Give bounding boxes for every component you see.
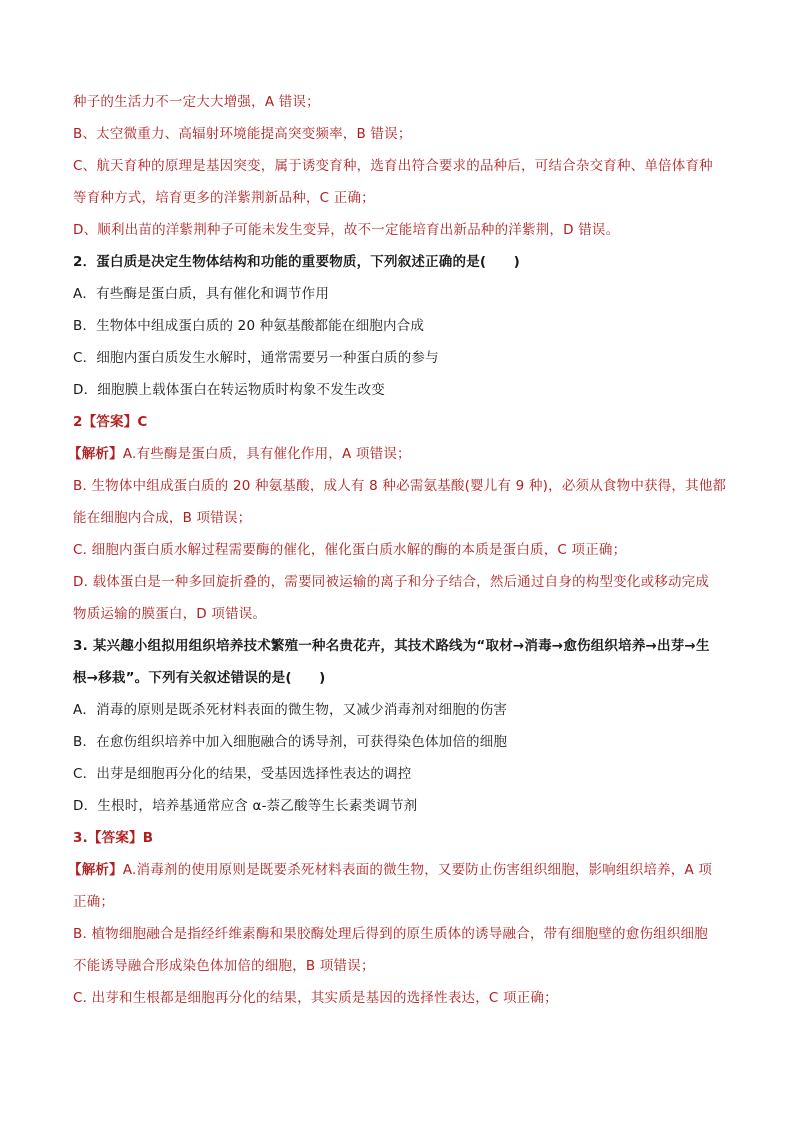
q3-stem-line2: 根→移栽”。下列有关叙述错误的是( ) (73, 670, 326, 686)
q3-option-d: D．生根时，培养基通常应含 α-萘乙酸等生长素类调节剂 (73, 798, 418, 814)
q2-option-c: C．细胞内蛋白质发生水解时，通常需要另一种蛋白质的参与 (73, 350, 439, 366)
q2-analysis-a: 【解析】A.有些酶是蛋白质，具有催化作用，A 项错误； (68, 446, 411, 462)
q2-analysis-b-line2: 能在细胞内合成，B 项错误； (73, 510, 252, 526)
q3-option-a: A．消毒的原则是既杀死材料表面的微生物，又减少消毒剂对细胞的伤害 (73, 702, 508, 718)
q1-expl-option-d: D、顺利出苗的洋紫荆种子可能未发生变异，故不一定能培育出新品种的洋紫荆，D 错误。 (73, 222, 620, 238)
q3-answer: 3.【答案】B (73, 830, 154, 846)
q2-stem: 2．蛋白质是决定生物体结构和功能的重要物质，下列叙述正确的是( ) (73, 254, 521, 270)
q2-answer: 2【答案】C (73, 414, 148, 430)
q3-analysis-b-line1: B. 植物细胞融合是指经纤维素酶和果胶酶处理后得到的原生质体的诱导融合，带有细胞壁的愈伤组织细胞 (73, 926, 708, 942)
q2-analysis-d-line2: 物质运输的膜蛋白，D 项错误。 (73, 606, 267, 622)
q2-option-b: B．生物体中组成蛋白质的 20 种氨基酸都能在细胞内合成 (73, 318, 425, 334)
q1-expl-option-c-line1: C、航天育种的原理是基因突变，属于诱变育种，选育出符合要求的品种后，可结合杂交育种、单倍体育种 (73, 158, 713, 174)
q2-analysis-b-line1: B. 生物体中组成蛋白质的 20 种氨基酸，成人有 8 种必需氨基酸(婴儿有 9 种)，必须从食物中获得，其他都 (73, 478, 727, 494)
q3-stem-line1: 3. 某兴趣小组拟用组织培养技术繁殖一种名贵花卉，其技术路线为“取材→消毒→愈伤组织培养→出芽→生 (73, 638, 710, 654)
q1-expl-option-c-line2: 等育种方式，培育更多的洋紫荆新品种，C 正确； (73, 190, 375, 206)
q3-analysis-b-line2: 不能诱导融合形成染色体加倍的细胞，B 项错误； (73, 958, 375, 974)
q1-expl-option-b: B、太空微重力、高辐射环境能提高突变频率，B 错误； (73, 126, 412, 142)
q2-option-a: A．有些酶是蛋白质，具有催化和调节作用 (73, 286, 330, 302)
q3-option-c: C．出芽是细胞再分化的结果，受基因选择性表达的调控 (73, 766, 412, 782)
q2-analysis-c: C. 细胞内蛋白质水解过程需要酶的催化，催化蛋白质水解的酶的本质是蛋白质，C 项正确； (73, 542, 627, 558)
q1-expl-line1: 种子的生活力不一定大大增强，A 错误； (73, 94, 320, 110)
q2-option-d: D．细胞膜上载体蛋白在转运物质时构象不发生改变 (73, 382, 385, 398)
q3-analysis-a-line2: 正确； (73, 894, 115, 910)
q2-analysis-d-line1: D. 载体蛋白是一种多回旋折叠的，需要同被运输的离子和分子结合，然后通过自身的构型变化或移动完成 (73, 574, 710, 590)
q3-analysis-c: C. 出芽和生根都是细胞再分化的结果，其实质是基因的选择性表达，C 项正确； (73, 990, 558, 1006)
q3-option-b: B．在愈伤组织培养中加入细胞融合的诱导剂，可获得染色体加倍的细胞 (73, 734, 508, 750)
q3-analysis-a-line1: 【解析】A.消毒剂的使用原则是既要杀死材料表面的微生物，又要防止伤害组织细胞，影响组织培养，A 项 (68, 862, 713, 878)
